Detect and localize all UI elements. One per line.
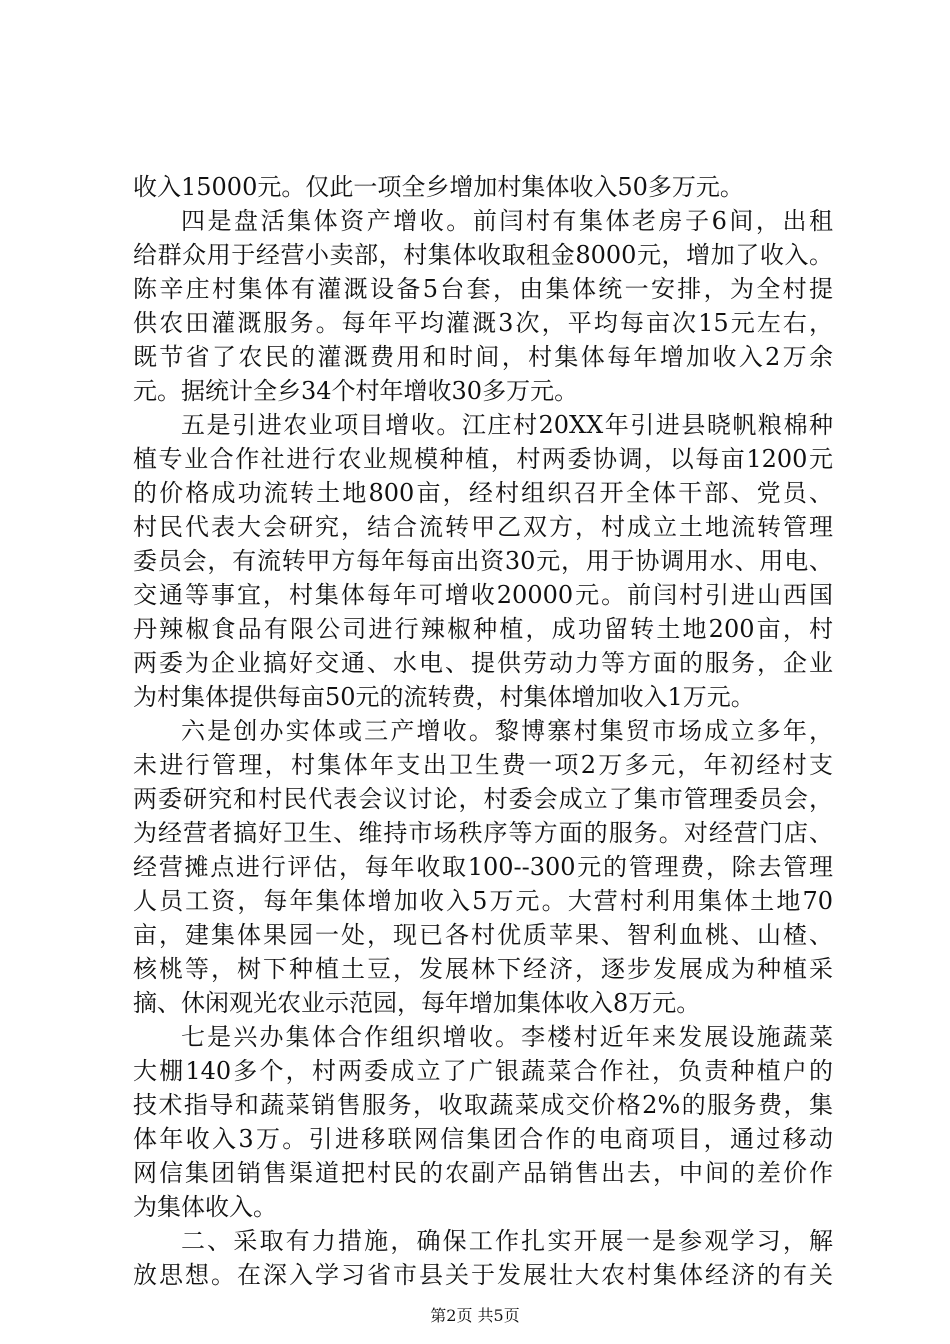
text-line: 陈辛庄村集体有灌溉设备5台套，由集体统一安排，为全村提 — [133, 275, 833, 303]
text-line: 七是兴办集体合作组织增收。李楼村近年来发展设施蔬菜 — [181, 1023, 833, 1051]
text-line: 两委研究和村民代表会议讨论，村委会成立了集市管理委员会， — [133, 785, 833, 813]
text-line: 元。据统计全乡34个村年增收30多万元。 — [133, 377, 579, 405]
text-line: 收入15000元。仅此一项全乡增加村集体收入50多万元。 — [133, 173, 744, 201]
text-line: 两委为企业搞好交通、水电、提供劳动力等方面的服务，企业 — [133, 649, 833, 677]
text-line: 为经营者搞好卫生、维持市场秩序等方面的服务。对经营门店、 — [133, 819, 833, 847]
text-line: 为集体收入。 — [133, 1193, 277, 1221]
text-line: 植专业合作社进行农业规模种植，村两委协调，以每亩1200元 — [133, 445, 833, 473]
text-line: 核桃等，树下种植土豆，发展林下经济，逐步发展成为种植采 — [133, 955, 833, 983]
text-line: 交通等事宜，村集体每年可增收20000元。前闫村引进山西国 — [133, 581, 833, 609]
text-line: 网信集团销售渠道把村民的农副产品销售出去，中间的差价作 — [133, 1159, 833, 1187]
text-line: 大棚140多个，村两委成立了广银蔬菜合作社，负责种植户的 — [133, 1057, 833, 1085]
text-line: 的价格成功流转土地800亩，经村组织召开全体干部、党员、 — [133, 479, 833, 507]
text-line: 村民代表大会研究，结合流转甲乙双方，村成立土地流转管理 — [133, 513, 833, 541]
page-number-footer: 第2页 共5页 — [430, 1306, 520, 1325]
text-line: 委员会，有流转甲方每年每亩出资30元，用于协调用水、用电、 — [133, 547, 833, 575]
text-line: 为村集体提供每亩50元的流转费，村集体增加收入1万元。 — [133, 683, 755, 711]
text-line: 四是盘活集体资产增收。前闫村有集体老房子6间，出租 — [181, 207, 833, 235]
text-line: 给群众用于经营小卖部，村集体收取租金8000元，增加了收入。 — [133, 241, 833, 269]
text-line: 五是引进农业项目增收。江庄村20XX年引进县晓帆粮棉种 — [181, 411, 833, 439]
text-line: 技术指导和蔬菜销售服务，收取蔬菜成交价格2%的服务费，集 — [133, 1091, 833, 1119]
text-line: 供农田灌溉服务。每年平均灌溉3次，平均每亩次15元左右， — [133, 309, 833, 337]
text-line: 丹辣椒食品有限公司进行辣椒种植，成功留转土地200亩，村 — [133, 615, 833, 643]
text-line: 亩，建集体果园一处，现已各村优质苹果、智利血桃、山楂、 — [133, 921, 833, 949]
text-line: 未进行管理，村集体年支出卫生费一项2万多元，年初经村支 — [133, 751, 833, 779]
text-line: 经营摊点进行评估，每年收取100--300元的管理费，除去管理 — [133, 853, 833, 881]
text-line: 体年收入3万。引进移联网信集团合作的电商项目，通过移动 — [133, 1125, 833, 1153]
text-line: 二、采取有力措施，确保工作扎实开展一是参观学习，解 — [181, 1227, 833, 1255]
text-line: 六是创办实体或三产增收。黎博寨村集贸市场成立多年， — [181, 717, 833, 745]
text-line: 人员工资，每年集体增加收入5万元。大营村利用集体土地70 — [133, 887, 833, 915]
text-line: 既节省了农民的灌溉费用和时间，村集体每年增加收入2万余 — [133, 343, 833, 371]
text-line: 摘、休闲观光农业示范园，每年增加集体收入8万元。 — [133, 989, 701, 1017]
text-line: 放思想。在深入学习省市县关于发展壮大农村集体经济的有关 — [133, 1261, 833, 1289]
